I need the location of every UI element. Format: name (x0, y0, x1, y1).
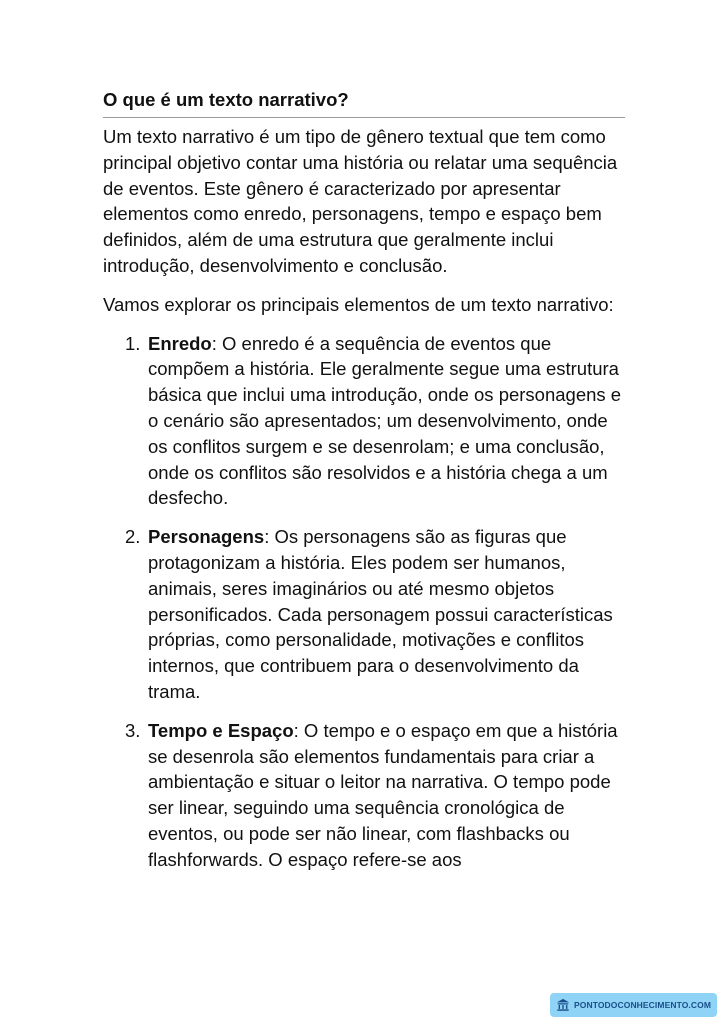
intro-paragraph: Um texto narrativo é um tipo de gênero textual que tem como principal objetivo contar uma história ou relatar uma sequência de eventos. Este gênero é caracterizado por apresentar elementos como enredo, personagens, tempo e espaço bem definidos, além de uma estrutura que geralmente inclui introdução, desenvolvimento e conclusão. (103, 126, 618, 276)
list-item-number: 1. (125, 332, 141, 354)
lead-paragraph: Vamos explorar os principais elementos de um texto narrativo: (103, 293, 614, 315)
list-item-text: : Os personagens são as figuras que protagonizam a história. Eles podem ser humanos, animais, seres imaginários ou até mesmo objetos personificados. Cada personagem possui características próprias, como personalidade, motivações e conflitos internos, que contribuem para o desenvolvimento da trama. (148, 526, 613, 702)
document-page (103, 86, 625, 886)
list-item-text: : O enredo é a sequência de eventos que compõem a história. Ele geralmente segue uma estrutura básica que inclui uma introdução, onde os personagens e o cenário são apresentados; um desenvolvimento, onde os conflitos surgem e se desenrolam; e uma conclusão, onde os conflitos são resolvidos e a história chega a um desfecho. (148, 332, 622, 509)
list-item (103, 718, 625, 873)
list-item-term: Enredo (148, 332, 212, 354)
list-item-text: : O tempo e o espaço em que a história se desenrola são elementos fundamentais para criar a ambientação e situar o leitor na narrativa. O tempo pode ser linear, seguindo uma sequência cronológica de eventos, ou pode ser não linear, com flashbacks ou flashforwards. O espaço refere-se aos (148, 719, 618, 870)
list-item (103, 331, 625, 512)
list-item (103, 524, 625, 705)
site-badge-link[interactable] (550, 993, 717, 1017)
site-badge-label: PONTODOCONHECIMENTO.COM (573, 1000, 712, 1010)
elements-list (103, 331, 625, 873)
list-item-number: 3. (125, 719, 141, 741)
list-item-number: 2. (125, 526, 141, 548)
list-item-term: Tempo e Espaço (148, 719, 294, 741)
section-heading: O que é um texto narrativo? (103, 86, 625, 118)
school-icon (556, 998, 570, 1012)
list-item-term: Personagens (148, 526, 265, 548)
